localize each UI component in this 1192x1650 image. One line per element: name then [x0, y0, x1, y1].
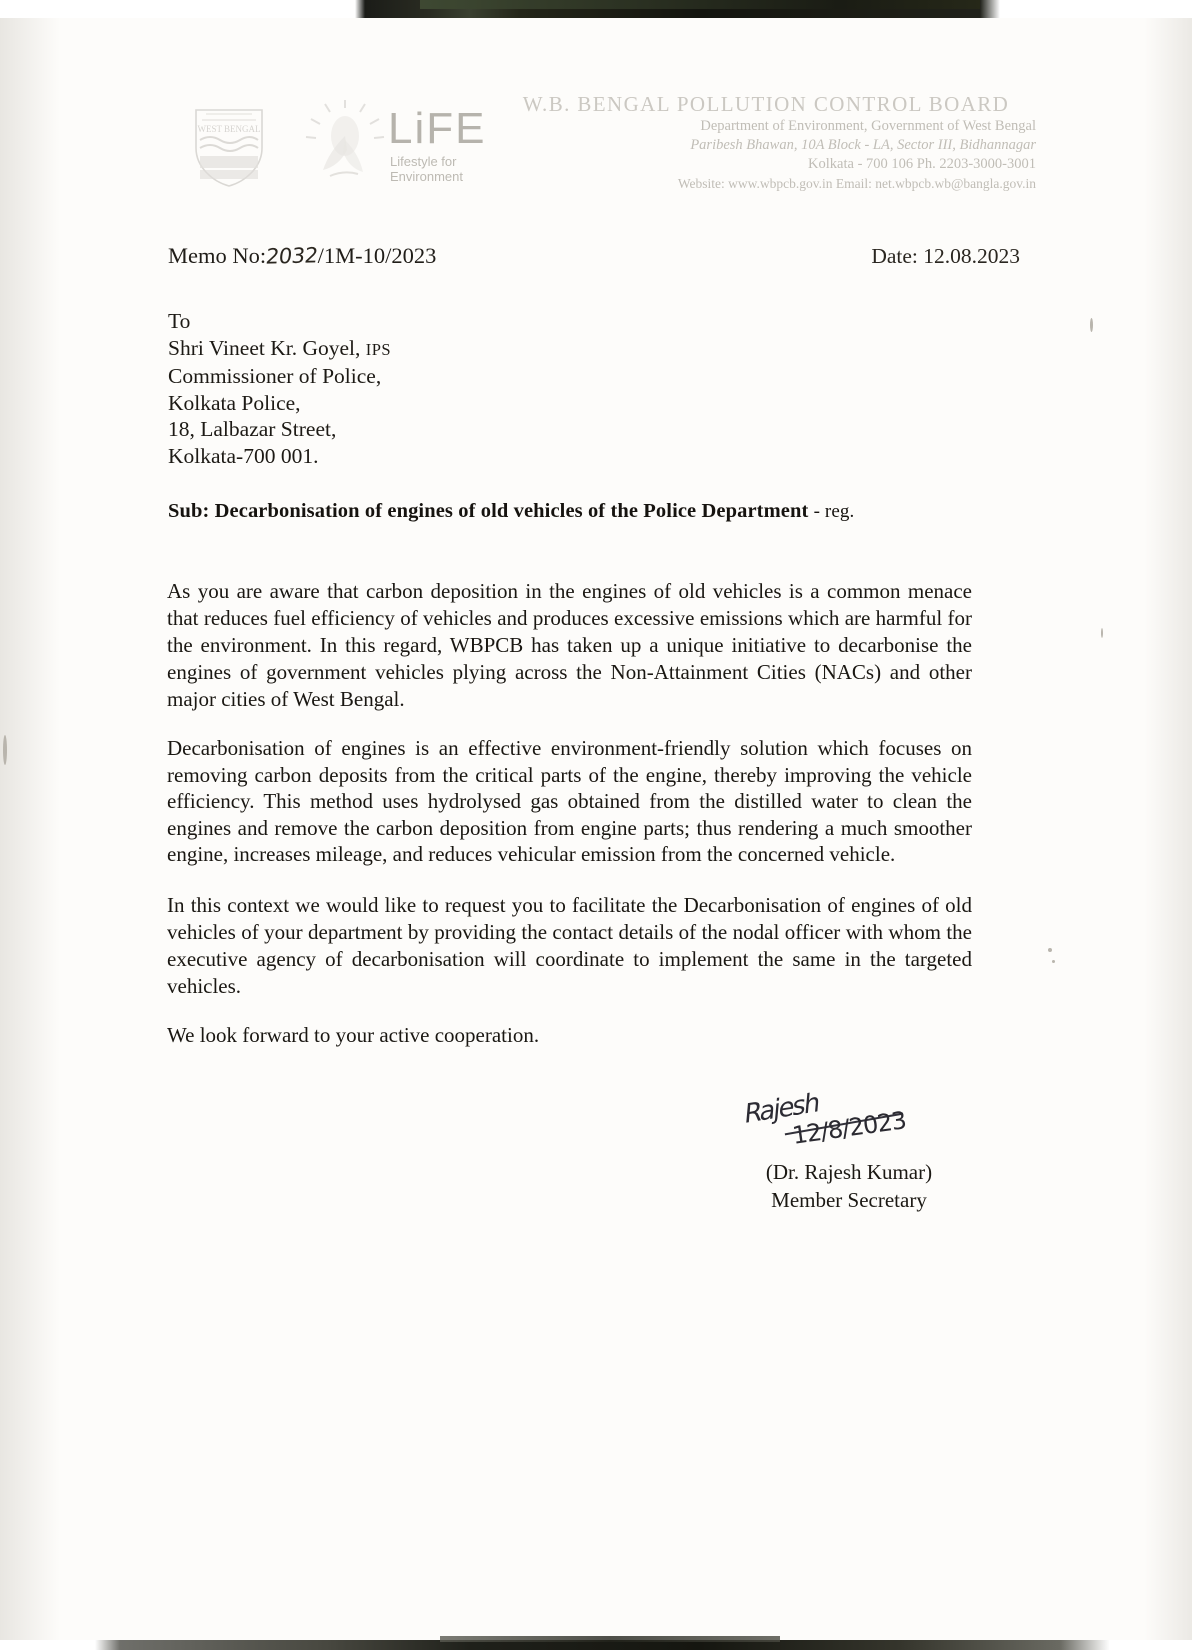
scan-speck [1090, 318, 1093, 332]
page-shade-left [0, 18, 60, 1640]
body-paragraph: We look forward to your active cooperation. [167, 1022, 540, 1047]
scan-speck [3, 735, 7, 765]
subject-line [168, 500, 1032, 523]
scan-speck [1048, 948, 1052, 952]
body-paragraph: In this context we would like to request you to facilitate the Decarbonisation of engines of old vehicles of your department by providing the contact details of the nodal officer with whom the executive agency of decarbonisation will coordinate to implement the same in the targeted vehicles. [167, 892, 972, 998]
letter-body [167, 578, 972, 1049]
address-line: Commissioner of Police, [168, 364, 382, 388]
address-line: 18, Lalbazar Street, [168, 417, 337, 441]
organisation-title: W.B. BENGAL POLLUTION CONTROL BOARD [522, 92, 1010, 116]
scan-edge-top-shadow [420, 0, 980, 9]
signatory-name: (Dr. Rajesh Kumar) [765, 1160, 933, 1184]
handwritten-signature [684, 1087, 1014, 1158]
address-line-name [168, 335, 391, 364]
page-shade-right [1144, 18, 1192, 1640]
signature-handwritten-date: 12/8/2023 [790, 1106, 908, 1150]
address-line: Kolkata Police, [168, 390, 301, 415]
life-tagline: Lifestyle for Environment [390, 154, 463, 184]
memo-date: Date: 12.08.2023 [871, 244, 1020, 268]
to-label: To [168, 309, 191, 333]
life-wordmark: LiFE [388, 104, 487, 153]
scan-speck [1052, 960, 1055, 963]
recipient-name: Shri Vineet Kr. Goyel, [168, 335, 361, 360]
letterhead [160, 92, 1042, 202]
body-paragraph: Decarbonisation of engines is an effective environment-friendly solution which focuses on removing carbon deposits from the critical parts of the engine, thereby improving the vehicle efficiency. This method uses hydrolysed gas obtained from the distilled water to clean the engines and remove the carbon deposition from engine parts; thus rendering a much smoother engine, increases mileage, and reduces vehicular emission from the concerned vehicle. [167, 736, 972, 866]
memo-number-handwritten: 2032 [264, 243, 320, 269]
address-line: Kolkata-700 001. [168, 443, 319, 468]
subject-suffix: - reg. [813, 501, 855, 522]
scan-speck [1101, 628, 1103, 638]
memo-number [168, 243, 436, 269]
recipient-rank-suffix: IPS [365, 339, 392, 359]
department-line: Department of Environment, Government of West Bengal [700, 118, 1036, 134]
contact-line: Kolkata - 700 106 Ph. 2203-3000-3001 [808, 156, 1036, 172]
letterhead-text-block [500, 92, 1042, 193]
svg-text:WEST BENGAL: WEST BENGAL [197, 124, 261, 134]
memo-number-reference: /1M-10/2023 [317, 243, 437, 268]
signature-scribble: Rajesh [743, 1087, 820, 1131]
office-address-line: Paribesh Bhawan, 10A Block - LA, Sector III, Bidhannagar [690, 137, 1036, 153]
signatory-designation: Member Secretary [771, 1188, 927, 1212]
body-paragraph: As you are aware that carbon deposition in the engines of old vehicles is a common menace that reduces fuel efficiency of vehicles and produces excessive emissions which are harmful for the environment. In this regard, WBPCB has taken up a unique initiative to decarbonise the engines of government vehicles plying across the Non-Attainment Cities (NACs) and other major cities of West Bengal. [167, 579, 972, 711]
scan-edge-bottom-shadow [440, 1636, 780, 1642]
memo-header-row [168, 243, 1042, 275]
memo-number-label: Memo No: [168, 243, 267, 268]
web-line: Website: www.wbpcb.gov.in Email: net.wbpcb.wb@bangla.gov.in [677, 176, 1036, 191]
recipient-address-block [168, 308, 391, 469]
signature-block [684, 1087, 1014, 1213]
west-bengal-state-emblem-icon [188, 102, 270, 188]
subject-text: Sub: Decarbonisation of engines of old vehicles of the Police Department [168, 500, 809, 522]
